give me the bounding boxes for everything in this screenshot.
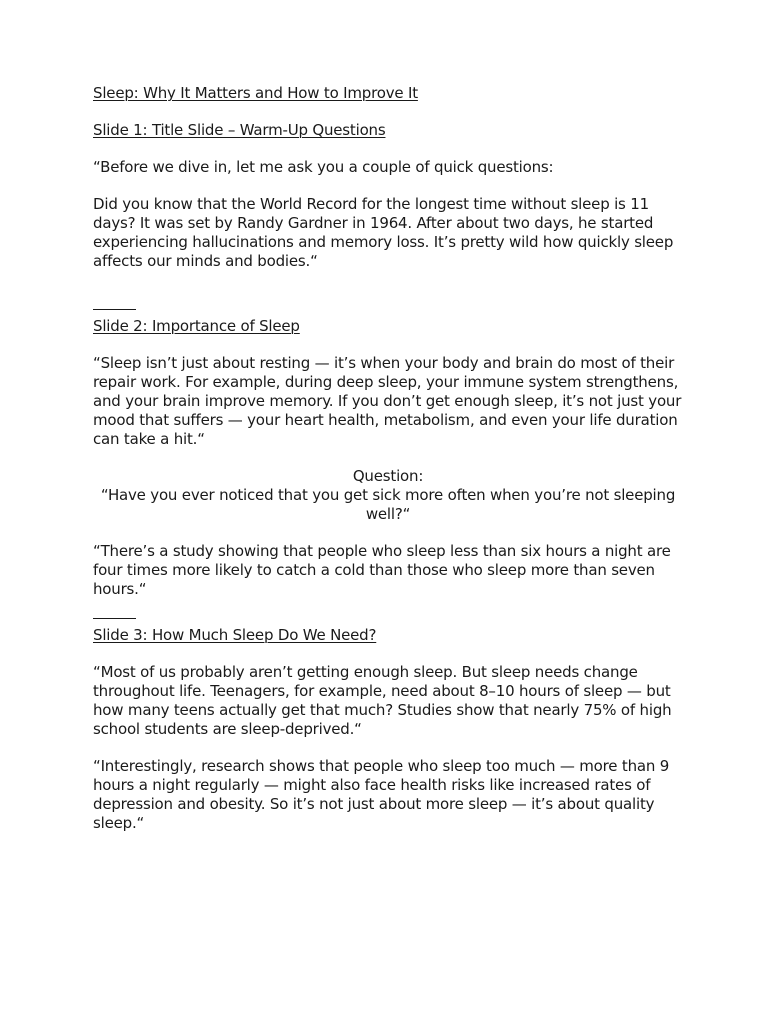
document-page: [93, 84, 683, 833]
slide-2-study: “There’s a study showing that people who sleep less than six hours a night are four times more likely to catch a cold than those who sleep more than seven hours.“: [93, 542, 671, 598]
slide-2-question: “Have you ever noticed that you get sick more often when you’re not sleeping well?“: [100, 486, 676, 523]
slide-1-body: Did you know that the World Record for the longest time without sleep is 11 days? It was set by Randy Gardner in 1964. After about two days, he started experiencing hallucinations and memory loss. It’s pretty wild how quickly sleep affects our minds and bodies.“: [93, 195, 674, 270]
slide-2-heading: Slide 2: Importance of Sleep: [93, 317, 300, 335]
section-divider-2: [93, 618, 136, 619]
slide-2-body: “Sleep isn’t just about resting — it’s when your body and brain do most of their repair work. For example, during deep sleep, your immune system strengthens, and your brain improve memory. If you don’t get enough sleep, it’s not just your mood that suffers — your heart health, metabolism, and even your life duration can take a hit.“: [93, 354, 682, 448]
slide-2-question-label: Question:: [352, 467, 424, 485]
slide-3-body: “Most of us probably aren’t getting enough sleep. But sleep needs change throughout life. Teenagers, for example, need about 8–10 hours of sleep — but how many teens actually get that much? Studies show that nearly 75% of high school students are sleep-deprived.“: [93, 663, 672, 738]
document-title: Sleep: Why It Matters and How to Improve It: [93, 84, 418, 102]
slide-1-intro: “Before we dive in, let me ask you a couple of quick questions:: [93, 158, 554, 176]
slide-3-heading: Slide 3: How Much Sleep Do We Need?: [93, 626, 377, 644]
slide-3-body-2: “Interestingly, research shows that people who sleep too much — more than 9 hours a night regularly — might also face health risks like increased rates of depression and obesity. So it’s not just about more sleep — it’s about quality sleep.“: [93, 757, 670, 832]
section-divider-1: [93, 309, 136, 310]
slide-1-heading: Slide 1: Title Slide – Warm-Up Questions: [93, 121, 386, 139]
